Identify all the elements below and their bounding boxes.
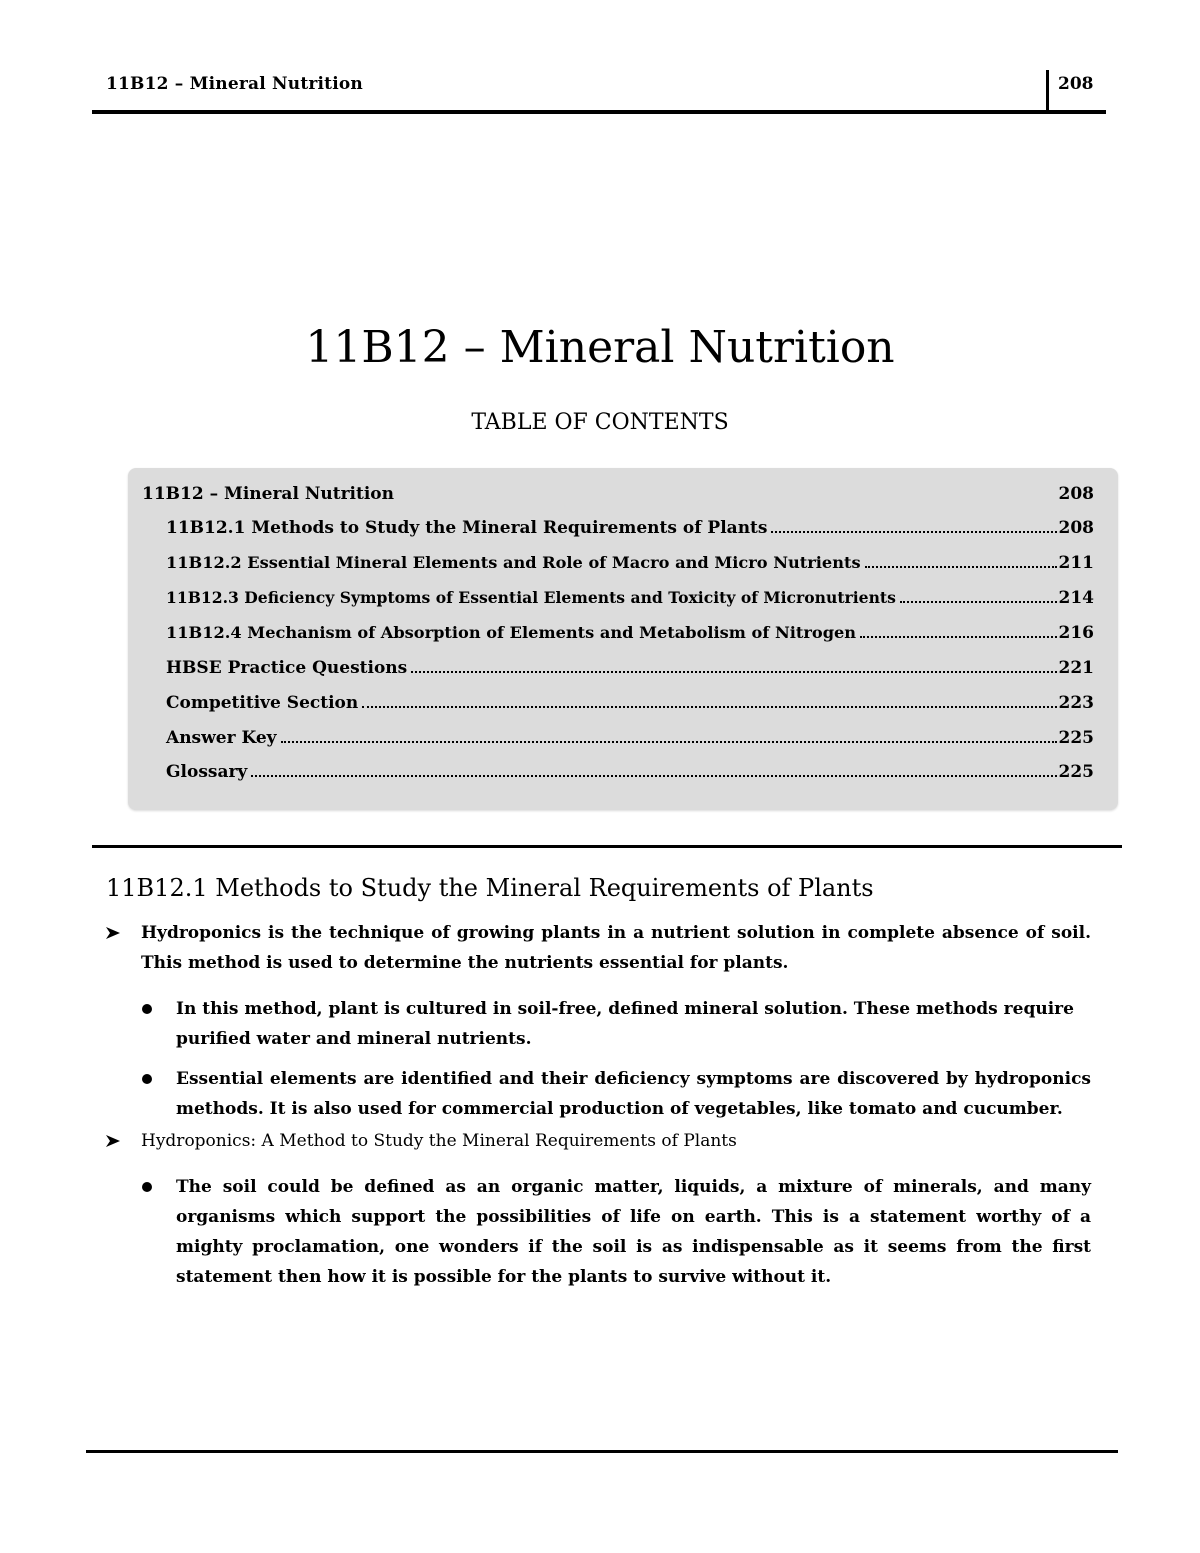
toc-leader	[411, 670, 1056, 673]
toc-entry-label: Competitive Section	[166, 693, 359, 713]
toc-entry[interactable]	[166, 623, 1094, 651]
toc-entry-page: 223	[1058, 693, 1094, 713]
toc-leader	[900, 600, 1057, 603]
toc-entry-label: 11B12.3 Deficiency Symptoms of Essential Elements and Toxicity of Micronutrients	[166, 588, 896, 607]
toc-entry-page: 225	[1058, 728, 1094, 748]
toc-entry-label: Answer Key	[166, 728, 277, 748]
toc-leader	[362, 705, 1056, 708]
toc-entry-page: 225	[1058, 762, 1094, 782]
bullet-icon	[142, 1004, 152, 1014]
sub-point-soil-free-culture: In this method, plant is cultured in soil-free, defined mineral solution. These methods require purified water and mineral nutrients.	[176, 999, 1074, 1049]
toc-entry-page: 216	[1058, 623, 1094, 643]
section-heading: 11B12.1 Methods to Study the Mineral Requirements of Plants	[106, 874, 874, 902]
toc-leader	[251, 774, 1056, 777]
arrow-bullet-icon	[106, 1126, 122, 1156]
sub-point-essential-elements: Essential elements are identified and their deficiency symptoms are discovered by hydroponics methods. It is also used for commercial production of vegetables, like tomato and cucumber.	[176, 1069, 1091, 1119]
toc-entry[interactable]	[166, 518, 1094, 546]
toc-entry-label: 11B12.2 Essential Mineral Elements and Role of Macro and Micro Nutrients	[166, 553, 861, 572]
running-header-divider	[1046, 70, 1049, 110]
footer-divider	[86, 1450, 1118, 1453]
bullet-icon	[142, 1074, 152, 1084]
toc-entry-label: Glossary	[166, 762, 248, 782]
bullet-icon	[142, 1182, 152, 1192]
toc-leader	[398, 498, 1057, 499]
table-of-contents	[128, 468, 1118, 810]
page-number: 208	[1058, 74, 1094, 94]
sub-point-soil-definition: The soil could be defined as an organic matter, liquids, a mixture of minerals, and many organisms which support the possibilities of life on earth. This is a statement worthy of a mighty proclamation, one wonders if the soil is as indispensable as it seems from the first statement then how it is possible for the plants to survive without it.	[176, 1177, 1091, 1287]
running-header	[92, 66, 1106, 114]
toc-heading: TABLE OF CONTENTS	[471, 410, 729, 435]
toc-entry-label: 11B12 – Mineral Nutrition	[142, 484, 394, 504]
toc-entry-label: 11B12.4 Mechanism of Absorption of Elements and Metabolism of Nitrogen	[166, 623, 857, 642]
toc-entry-page: 208	[1058, 484, 1094, 504]
toc-entry[interactable]	[166, 693, 1094, 721]
toc-leader	[771, 530, 1056, 533]
toc-entry-page: 208	[1058, 518, 1094, 538]
toc-entry[interactable]	[166, 588, 1094, 616]
toc-leader	[865, 565, 1057, 568]
toc-entry[interactable]	[166, 658, 1094, 686]
arrow-bullet-icon	[106, 918, 122, 948]
chapter-title: 11B12 – Mineral Nutrition	[305, 322, 895, 373]
toc-entry[interactable]	[142, 484, 1094, 512]
section-divider	[92, 845, 1122, 848]
toc-leader	[860, 635, 1056, 638]
toc-entry[interactable]	[166, 762, 1094, 790]
toc-entry-label: 11B12.1 Methods to Study the Mineral Requirements of Plants	[166, 518, 768, 538]
toc-entry[interactable]	[166, 728, 1094, 756]
toc-entry-label: HBSE Practice Questions	[166, 658, 408, 678]
toc-leader	[281, 740, 1057, 743]
toc-entry-page: 221	[1058, 658, 1094, 678]
point-hydroponics-definition: Hydroponics is the technique of growing plants in a nutrient solution in complete absence of soil. This method is used to determine the nutrients essential for plants.	[141, 923, 1091, 973]
toc-entry-page: 211	[1058, 553, 1094, 573]
toc-entry-page: 214	[1058, 588, 1094, 608]
running-header-title: 11B12 – Mineral Nutrition	[106, 74, 363, 94]
point-hydroponics-method: Hydroponics: A Method to Study the Mineral Requirements of Plants	[141, 1131, 737, 1151]
toc-entry[interactable]	[166, 553, 1094, 581]
